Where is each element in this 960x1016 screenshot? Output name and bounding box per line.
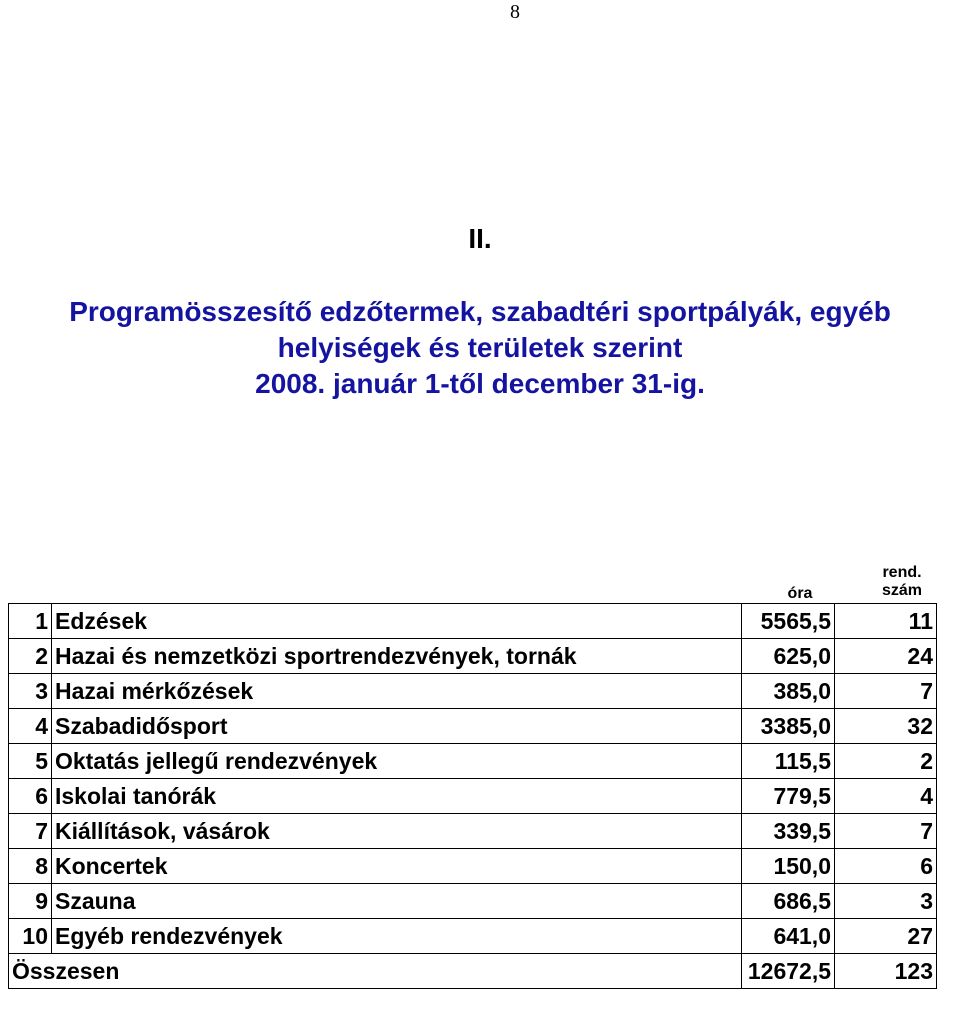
program-name: Szauna <box>52 884 742 919</box>
row-number: 5 <box>9 744 52 779</box>
row-number: 1 <box>9 604 52 639</box>
events-value: 2 <box>835 744 937 779</box>
total-events: 123 <box>835 954 937 989</box>
table-row <box>9 919 937 954</box>
program-summary-table <box>8 603 937 989</box>
table-row <box>9 814 937 849</box>
row-number: 6 <box>9 779 52 814</box>
title-line-3: 2008. január 1-től december 31-ig. <box>255 368 705 399</box>
column-header-hours: óra <box>787 585 813 602</box>
program-name: Egyéb rendezvények <box>52 919 742 954</box>
events-value: 4 <box>835 779 937 814</box>
title-line-1: Programösszesítő edzőtermek, szabadtéri sportpályák, egyéb <box>69 296 891 327</box>
hours-value: 686,5 <box>742 884 835 919</box>
total-hours: 12672,5 <box>742 954 835 989</box>
program-name: Edzések <box>52 604 742 639</box>
hours-value: 779,5 <box>742 779 835 814</box>
program-name: Koncertek <box>52 849 742 884</box>
hours-value: 339,5 <box>742 814 835 849</box>
events-value: 32 <box>835 709 937 744</box>
table-row <box>9 709 937 744</box>
row-number: 10 <box>9 919 52 954</box>
row-number: 9 <box>9 884 52 919</box>
program-name: Szabadidősport <box>52 709 742 744</box>
row-number: 2 <box>9 639 52 674</box>
row-number: 4 <box>9 709 52 744</box>
title-line-2: helyiségek és területek szerint <box>277 332 683 363</box>
total-row <box>9 954 937 989</box>
table-row <box>9 884 937 919</box>
hours-value: 3385,0 <box>742 709 835 744</box>
events-value: 7 <box>835 814 937 849</box>
document-title <box>0 294 960 402</box>
table-row <box>9 604 937 639</box>
column-header-events <box>852 564 952 600</box>
program-name: Iskolai tanórák <box>52 779 742 814</box>
hours-value: 625,0 <box>742 639 835 674</box>
row-number: 7 <box>9 814 52 849</box>
hours-value: 385,0 <box>742 674 835 709</box>
hours-value: 641,0 <box>742 919 835 954</box>
events-value: 27 <box>835 919 937 954</box>
events-value: 3 <box>835 884 937 919</box>
table-row <box>9 779 937 814</box>
table-row <box>9 639 937 674</box>
program-name: Hazai mérkőzések <box>52 674 742 709</box>
row-number: 8 <box>9 849 52 884</box>
page-number: 8 <box>510 1 520 23</box>
table-row <box>9 849 937 884</box>
events-value: 6 <box>835 849 937 884</box>
events-value: 7 <box>835 674 937 709</box>
events-value: 11 <box>835 604 937 639</box>
table-body <box>9 604 937 989</box>
program-name: Hazai és nemzetközi sportrendezvények, tornák <box>52 639 742 674</box>
table-row <box>9 674 937 709</box>
total-label: Összesen <box>9 954 742 989</box>
events-value: 24 <box>835 639 937 674</box>
hours-value: 115,5 <box>742 744 835 779</box>
column-header-events-line-2: szám <box>881 582 923 599</box>
column-header-events-line-1: rend. <box>882 564 922 581</box>
program-name: Kiállítások, vásárok <box>52 814 742 849</box>
hours-value: 5565,5 <box>742 604 835 639</box>
section-number: II. <box>468 223 492 254</box>
row-number: 3 <box>9 674 52 709</box>
hours-value: 150,0 <box>742 849 835 884</box>
table-row <box>9 744 937 779</box>
program-name: Oktatás jellegű rendezvények <box>52 744 742 779</box>
